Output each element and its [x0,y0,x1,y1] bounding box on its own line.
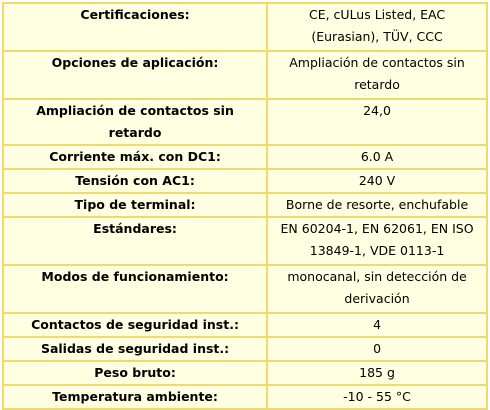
spec-label: Tipo de terminal: [4,194,266,216]
spec-value-line: 13849-1, VDE 0113-1 [309,243,445,258]
spec-label: Temperatura ambiente: [4,386,266,408]
spec-value-line: monocanal, sin detección de [287,269,467,284]
spec-value [268,266,486,312]
spec-value: Borne de resorte, enchufable [268,194,486,216]
spec-row-modos-funcionamiento [4,266,486,312]
spec-value-line: CE, cULus Listed, EAC [308,7,446,22]
spec-label: Contactos de seguridad inst.: [4,314,266,336]
spec-row-peso-bruto [4,362,486,384]
spec-label: Modos de funcionamiento: [4,266,266,312]
spec-row-ampliacion-contactos [4,100,486,144]
spec-value-line: Ampliación de contactos sin [289,55,465,70]
spec-row-tension-ac1 [4,170,486,192]
spec-label: Opciones de aplicación: [4,52,266,98]
spec-value [268,4,486,50]
spec-value: -10 - 55 °C [268,386,486,408]
spec-label: Salidas de seguridad inst.: [4,338,266,360]
specifications-table [2,2,488,410]
spec-value-line: (Eurasian), TÜV, CCC [311,29,443,44]
spec-row-tipo-terminal [4,194,486,216]
spec-value [268,218,486,264]
spec-row-estandares [4,218,486,264]
spec-label: Corriente máx. con DC1: [4,146,266,168]
spec-label: Certificaciones: [4,4,266,50]
spec-value: 185 g [268,362,486,384]
spec-row-contactos-seguridad [4,314,486,336]
spec-value: 4 [268,314,486,336]
spec-label: Estándares: [4,218,266,264]
spec-label: Ampliación de contactos sin retardo [4,100,266,144]
spec-value: 0 [268,338,486,360]
spec-value [268,52,486,98]
spec-value-line: retardo [354,77,400,92]
spec-value-line: EN 60204-1, EN 62061, EN ISO [280,221,474,236]
spec-value: 240 V [268,170,486,192]
spec-value: 24,0 [268,100,486,144]
spec-label: Tensión con AC1: [4,170,266,192]
spec-label: Peso bruto: [4,362,266,384]
spec-row-opciones-aplicacion [4,52,486,98]
spec-value: 6.0 A [268,146,486,168]
spec-row-salidas-seguridad [4,338,486,360]
spec-value-line: derivación [344,291,410,306]
spec-row-certificaciones [4,4,486,50]
spec-row-corriente-dc1 [4,146,486,168]
